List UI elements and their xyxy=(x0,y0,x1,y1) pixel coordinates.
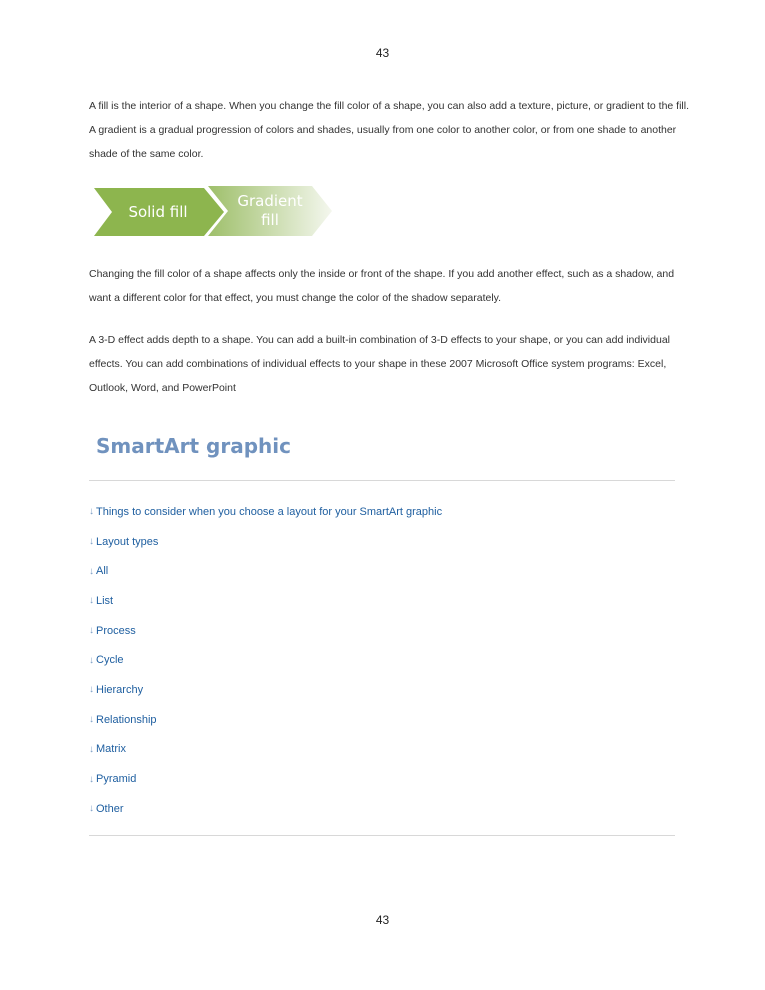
down-arrow-icon: ↓ xyxy=(89,684,94,696)
page-number-bottom: 43 xyxy=(375,913,390,927)
section-heading: SmartArt graphic xyxy=(96,434,291,458)
link-label: Relationship xyxy=(96,713,157,726)
link-hierarchy[interactable] xyxy=(89,675,442,705)
link-list[interactable] xyxy=(89,586,442,616)
link-layout-types[interactable] xyxy=(89,527,442,557)
down-arrow-icon: ↓ xyxy=(89,625,94,637)
down-arrow-icon: ↓ xyxy=(89,803,94,815)
link-label: Hierarchy xyxy=(96,683,144,696)
link-process[interactable] xyxy=(89,616,442,646)
down-arrow-icon: ↓ xyxy=(89,773,94,785)
divider-top xyxy=(89,480,675,481)
down-arrow-icon: ↓ xyxy=(89,565,94,577)
gradient-label-1: Gradient xyxy=(237,192,303,210)
link-label: Things to consider when you choose a layout for your SmartArt graphic xyxy=(96,505,443,518)
link-cycle[interactable] xyxy=(89,645,442,675)
page-number-top: 43 xyxy=(375,46,390,60)
link-label: Pyramid xyxy=(96,773,137,786)
down-arrow-icon: ↓ xyxy=(89,536,94,548)
link-label: Process xyxy=(96,624,136,637)
link-label: List xyxy=(96,594,114,607)
down-arrow-icon: ↓ xyxy=(89,506,94,518)
link-all[interactable] xyxy=(89,556,442,586)
link-label: Matrix xyxy=(96,743,126,756)
paragraph-fill-color: Changing the fill color of a shape affects only the inside or front of the shape. If you add another effect, such as a shadow, and want a different color for that effect, you must change the color of the shadow separately. xyxy=(89,268,675,304)
down-arrow-icon: ↓ xyxy=(89,743,94,755)
link-relationship[interactable] xyxy=(89,705,442,735)
link-label: Cycle xyxy=(96,654,124,667)
divider-bottom xyxy=(89,835,675,836)
paragraph-fill: A fill is the interior of a shape. When you change the fill color of a shape, you can also add a texture, picture, or gradient to the fill. A gradient is a gradual progression of colors and shades, usually from one color to another color, or from one shade to another shade of the same color. xyxy=(89,100,690,160)
link-pyramid[interactable] xyxy=(89,764,442,794)
link-things-to-consider[interactable] xyxy=(89,497,442,527)
link-label: Layout types xyxy=(96,535,159,548)
link-matrix[interactable] xyxy=(89,735,442,765)
link-label: Other xyxy=(96,802,124,815)
link-label: All xyxy=(96,565,109,578)
link-list xyxy=(89,497,442,824)
solid-fill-label: Solid fill xyxy=(128,203,188,221)
down-arrow-icon: ↓ xyxy=(89,595,94,607)
down-arrow-icon: ↓ xyxy=(89,714,94,726)
down-arrow-icon: ↓ xyxy=(89,654,94,666)
link-other[interactable] xyxy=(89,794,442,824)
paragraph-3d-effect: A 3-D effect adds depth to a shape. You can add a built-in combination of 3-D effects to your shape, or you can add individual effects. You can add combinations of individual effects to your shape in these 2007 Microsoft Office system programs: Excel, Outlook, Word, and PowerPoint xyxy=(89,334,670,394)
gradient-label-2: fill xyxy=(261,211,279,229)
fill-arrows-graphic xyxy=(92,184,334,240)
